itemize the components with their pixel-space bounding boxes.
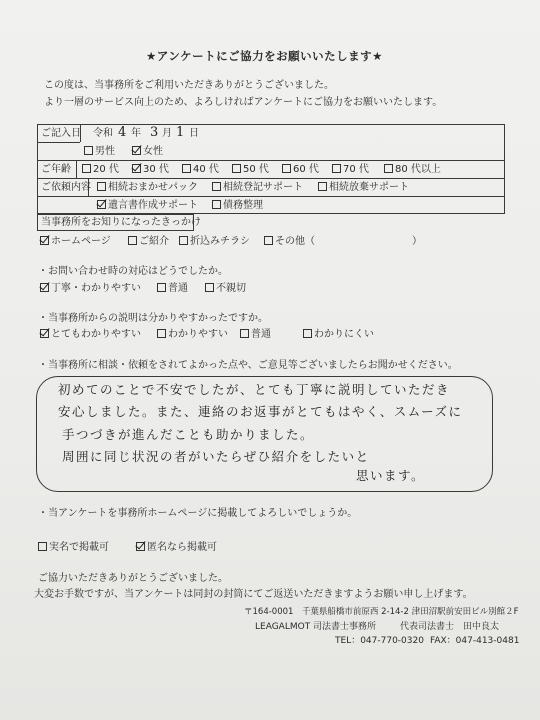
checkbox-checked-icon[interactable]	[132, 146, 141, 155]
checkbox-checked-icon[interactable]	[40, 236, 49, 245]
q2-option-unclear[interactable]: わかりにくい	[303, 329, 374, 341]
checkbox-icon[interactable]	[157, 329, 166, 338]
source-label: 当事務所をお知りになったきっかけ	[41, 217, 201, 228]
checkbox-icon[interactable]	[38, 542, 47, 551]
age-option-30[interactable]: 30 代	[132, 164, 169, 176]
checkbox-checked-icon[interactable]	[132, 164, 141, 173]
date-month-value[interactable]: 3	[150, 125, 159, 140]
request-option-full-package[interactable]: 相続おまかせパック	[97, 182, 198, 194]
footer-address: 〒164-0001 千葉県船橋市前原西 2-14-2 津田沼駅前安田ビル別館２F	[244, 607, 519, 617]
q2-option-very-clear[interactable]: とてもわかりやすい	[40, 329, 141, 341]
footer-tel: TEL：047-770-0320	[335, 636, 424, 646]
checkbox-icon[interactable]	[384, 164, 393, 173]
question-publish-permission: ・当アンケートを事務所ホームページに掲載してよろしいでしょうか。	[38, 508, 358, 519]
q1-option-unkind[interactable]: 不親切	[205, 283, 246, 295]
q1-option-normal[interactable]: 普通	[157, 283, 188, 295]
q2-option-normal[interactable]: 普通	[240, 329, 271, 341]
question-feedback: ・当事務所に相談・依頼をされてよかった点や、ご意見等ございましたらお聞かせください。	[38, 360, 458, 371]
footer-fax: FAX：047-413-0481	[430, 636, 520, 646]
request-option-renunciation[interactable]: 相続放棄サポート	[318, 182, 409, 194]
date-era: 令和	[93, 128, 113, 139]
checkbox-icon[interactable]	[97, 182, 106, 191]
q4-option-anonymous[interactable]: 匿名なら掲載可	[136, 542, 217, 554]
request-option-registration[interactable]: 相続登記サポート	[212, 182, 303, 194]
checkbox-checked-icon[interactable]	[40, 283, 49, 292]
age-option-50[interactable]: 50 代	[232, 164, 269, 176]
question-contact-response: ・お問い合わせ時の対応はどうでしたか。	[38, 266, 228, 277]
checkbox-checked-icon[interactable]	[97, 200, 106, 209]
closing-return-request: 大変お手数ですが、当アンケートは同封の封筒にてご返送いただきますようお願い申し上げます。	[34, 589, 473, 600]
request-label: ご依頼内容	[41, 182, 91, 193]
age-option-40[interactable]: 40 代	[182, 164, 219, 176]
date-day-unit: 日	[189, 128, 199, 139]
gender-option-male[interactable]: 男性	[84, 146, 115, 158]
checkbox-icon[interactable]	[205, 283, 214, 292]
checkbox-icon[interactable]	[318, 182, 327, 191]
checkbox-icon[interactable]	[82, 164, 91, 173]
checkbox-icon[interactable]	[128, 236, 137, 245]
question-explanation: ・当事務所からの説明は分かりやすかったですか。	[38, 313, 268, 324]
source-option-other[interactable]: その他（	[264, 236, 315, 248]
age-option-60[interactable]: 60 代	[282, 164, 319, 176]
checkbox-icon[interactable]	[264, 236, 273, 245]
footer-representative: 代表司法書士 田中良太	[400, 622, 500, 632]
checkbox-icon[interactable]	[212, 182, 221, 191]
checkbox-icon[interactable]	[212, 200, 221, 209]
feedback-line-5: 思います。	[356, 468, 426, 483]
closing-thanks: ご協力いただきありがとうございました。	[38, 573, 228, 584]
checkbox-icon[interactable]	[179, 236, 188, 245]
age-option-20[interactable]: 20 代	[82, 164, 119, 176]
date-day-value[interactable]: 1	[176, 125, 185, 140]
age-option-70[interactable]: 70 代	[332, 164, 369, 176]
feedback-line-1: 初めてのことで不安でしたが、とても丁寧に説明していただき	[58, 382, 451, 397]
feedback-line-4: 周囲に同じ状況の者がいたらぜひ紹介をしたいと	[62, 449, 370, 464]
checkbox-icon[interactable]	[157, 283, 166, 292]
checkbox-icon[interactable]	[232, 164, 241, 173]
age-label: ご年齢	[41, 164, 71, 175]
checkbox-icon[interactable]	[282, 164, 291, 173]
feedback-line-3: 手つづきが進んだことも助かりました。	[62, 427, 315, 442]
checkbox-icon[interactable]	[332, 164, 341, 173]
checkbox-checked-icon[interactable]	[40, 329, 49, 338]
source-option-referral[interactable]: ご紹介	[128, 236, 169, 248]
q2-option-clear[interactable]: わかりやすい	[157, 329, 228, 341]
q1-option-polite[interactable]: 丁寧・わかりやすい	[40, 283, 141, 295]
page-title: ★アンケートにご協力をお願いいたします★	[146, 49, 383, 63]
source-option-flyer[interactable]: 折込みチラシ	[179, 236, 250, 248]
checkbox-icon[interactable]	[240, 329, 249, 338]
feedback-line-2: 安心しました。また、連絡のお返事がとてもはやく、スムーズに	[58, 404, 463, 419]
date-label: ご記入日	[41, 128, 81, 139]
date-year-unit: 年	[131, 128, 141, 139]
intro-line-1: この度は、当事務所をご利用いただきありがとうございました。	[44, 80, 334, 91]
date-month-unit: 月	[162, 128, 172, 139]
q4-option-real-name[interactable]: 実名で掲載可	[38, 542, 109, 554]
intro-line-2: より一層のサービス向上のため、よろしければアンケートにご協力をお願いいたします。	[44, 97, 443, 108]
checkbox-icon[interactable]	[303, 329, 312, 338]
checkbox-icon[interactable]	[182, 164, 191, 173]
request-option-debt[interactable]: 債務整理	[212, 200, 263, 212]
gender-option-female[interactable]: 女性	[132, 146, 163, 158]
checkbox-icon[interactable]	[84, 146, 93, 155]
request-option-will[interactable]: 遺言書作成サポート	[97, 200, 198, 212]
age-option-80-plus[interactable]: 80 代以上	[384, 164, 441, 176]
source-option-homepage[interactable]: ホームページ	[40, 236, 111, 248]
footer-office-name: LEAGALMOT 司法書士事務所	[255, 622, 377, 632]
source-other-close-paren: ）	[412, 236, 422, 247]
date-year-value[interactable]: 4	[118, 125, 127, 140]
checkbox-checked-icon[interactable]	[136, 542, 145, 551]
